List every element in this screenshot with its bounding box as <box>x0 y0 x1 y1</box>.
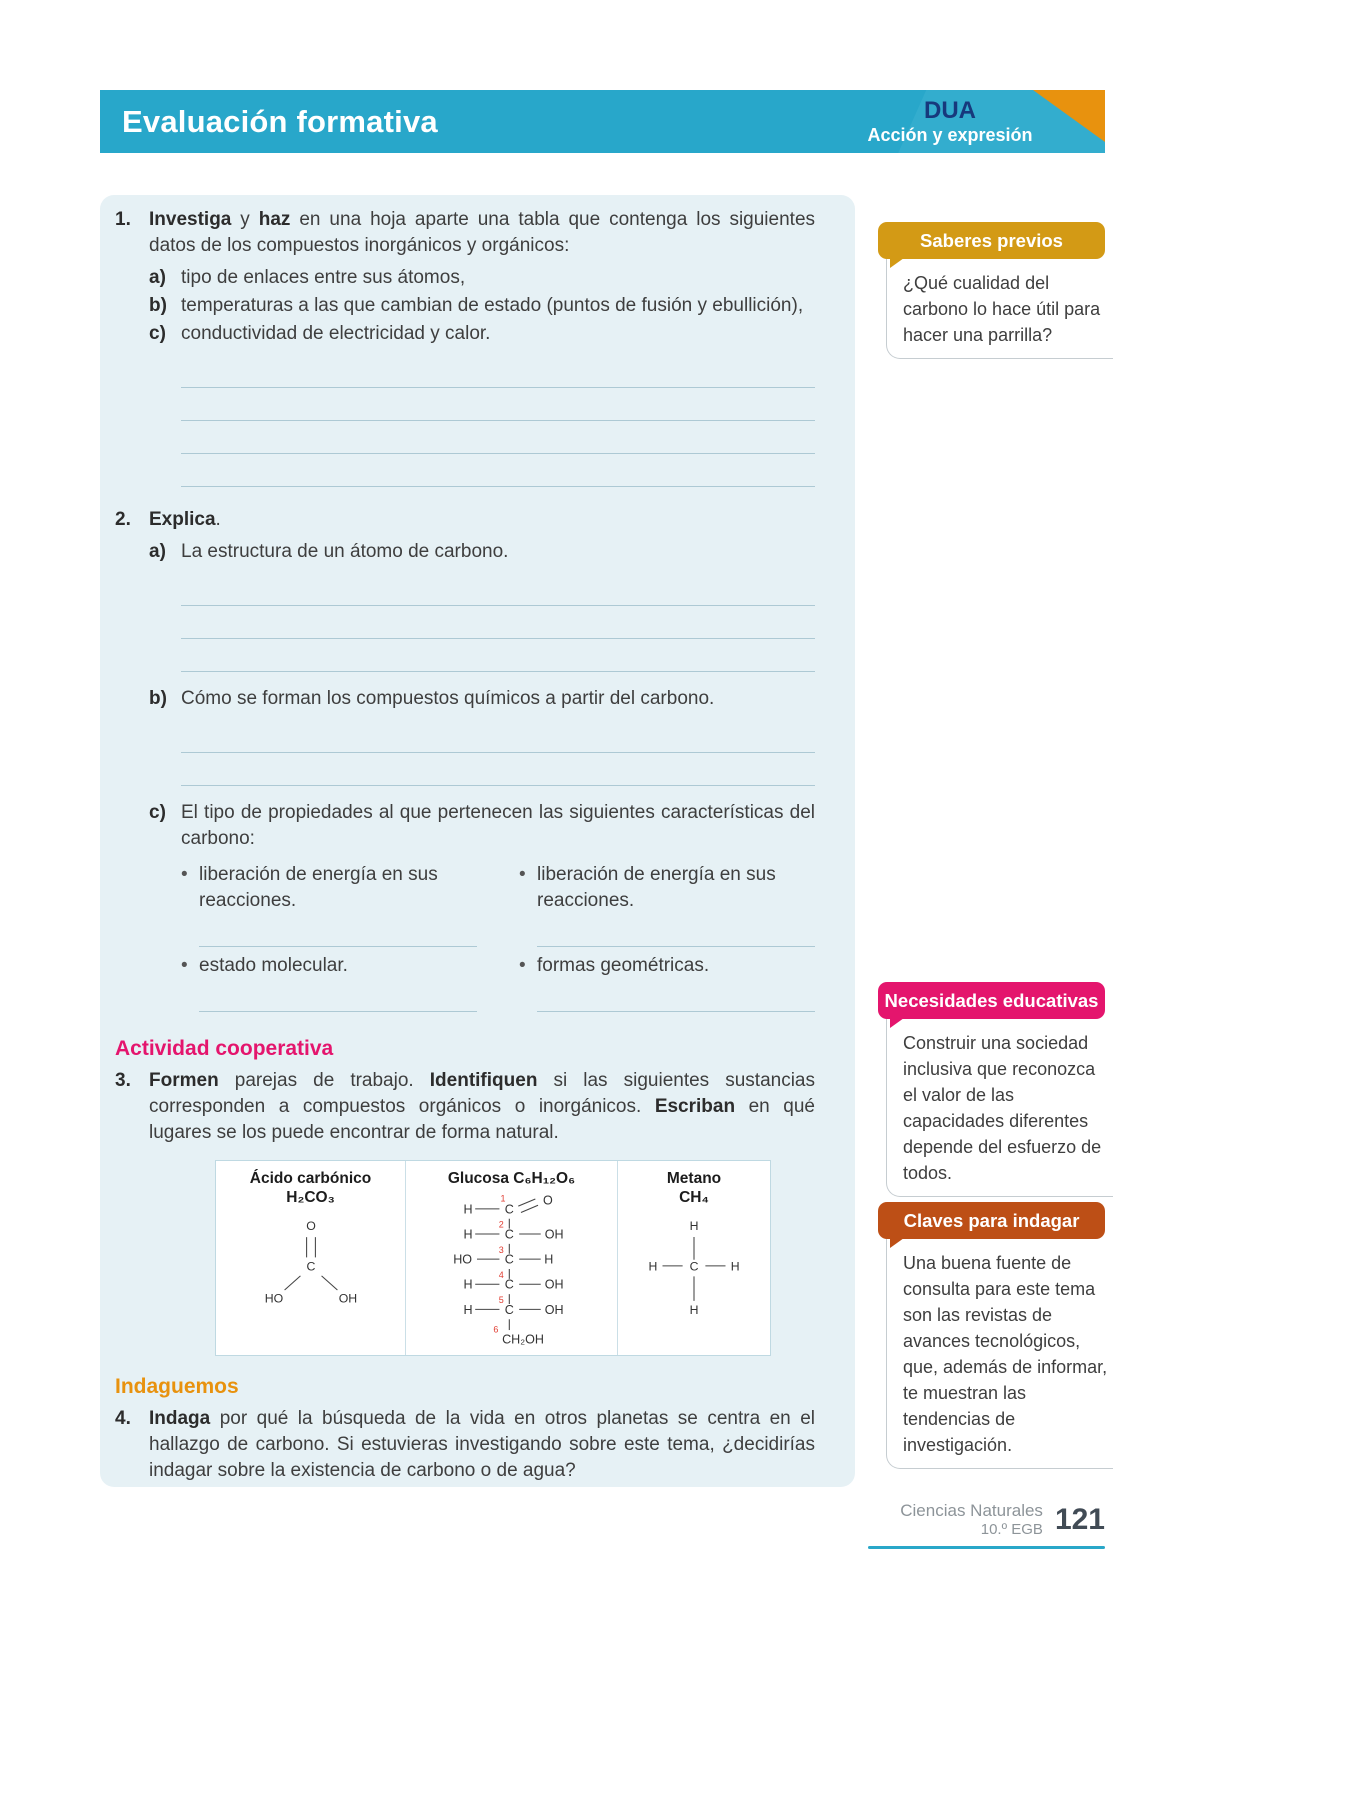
answer-line <box>199 979 477 1012</box>
methane-title <box>618 1169 770 1207</box>
page-number: 121 <box>1054 1502 1105 1536</box>
q4-bold-1: Indaga <box>149 1408 211 1429</box>
q1-text-1: y <box>231 209 259 230</box>
question-2c-bullets <box>181 862 815 1018</box>
q3-bold-1: Formen <box>149 1070 219 1091</box>
bullet-dot <box>519 953 537 979</box>
question-1b-text: temperaturas a las que cambian de estado (puntos de fusión y ebullición), <box>181 295 804 316</box>
atom-label: H <box>689 1219 699 1233</box>
question-2b-letter: b) <box>149 688 167 709</box>
carbon-number: 5 <box>498 1295 504 1306</box>
atom-label: O <box>305 1219 316 1234</box>
glucose-column <box>406 1161 618 1355</box>
question-2-text <box>149 507 815 533</box>
main-content-panel <box>100 195 855 1487</box>
atom-label: CH₂OH <box>501 1332 544 1347</box>
question-2c <box>149 800 815 852</box>
atom-label: H <box>689 1303 699 1317</box>
question-1a-text: tipo de enlaces entre sus átomos, <box>181 267 466 288</box>
atom-label: OH <box>544 1277 564 1292</box>
question-1a <box>149 265 815 291</box>
atom-label: C <box>306 1259 315 1274</box>
question-1a-letter: a) <box>149 267 166 288</box>
atom-label: OH <box>544 1302 564 1317</box>
atom-label: H <box>462 1227 473 1242</box>
bullet-text: formas geométricas. <box>537 955 710 976</box>
indaguemos-heading: Indaguemos <box>115 1375 239 1398</box>
atom-label: H <box>730 1259 740 1274</box>
atom-label: HO <box>452 1252 472 1267</box>
question-2-number: 2. <box>115 509 131 530</box>
q3-text-2: si las siguientes sustancias corresponden a compuestos orgánicos o inorgánicos. <box>149 1070 815 1117</box>
answer-line <box>181 454 815 487</box>
question-1 <box>115 207 815 259</box>
carbonic-acid-column <box>216 1161 406 1355</box>
necesidades-educativas-card <box>886 1000 1113 1197</box>
atom-label: C <box>504 1252 514 1267</box>
atom-label: O <box>542 1193 553 1208</box>
atom-label: H <box>462 1277 473 1292</box>
carbon-number: 6 <box>492 1324 498 1335</box>
answer-line <box>181 573 815 606</box>
atom-label: H <box>543 1252 553 1267</box>
question-2c-text: El tipo de propiedades al que pertenecen las siguientes características del carbono: <box>181 802 815 849</box>
footer-row <box>868 1500 1105 1539</box>
question-1b <box>149 293 815 319</box>
bullet-text: liberación de energía en sus reacciones. <box>537 864 776 911</box>
chemical-structures-box <box>215 1160 771 1356</box>
answer-line <box>537 914 815 947</box>
bullet-cell <box>519 953 815 1018</box>
carbon-number: 4 <box>498 1269 504 1280</box>
question-1b-letter: b) <box>149 295 167 316</box>
bullet-dot <box>519 862 537 914</box>
bullet-item <box>519 953 815 979</box>
q1-bold-1: Investiga <box>149 209 232 230</box>
header-banner <box>100 90 1105 153</box>
question-2a-text: La estructura de un átomo de carbono. <box>181 541 509 562</box>
page-footer <box>868 1500 1105 1549</box>
methane-column <box>618 1161 770 1355</box>
question-4-number: 4. <box>115 1408 131 1429</box>
q3-bold-3: Escriban <box>654 1096 736 1117</box>
question-2a <box>149 539 815 565</box>
answer-line <box>537 979 815 1012</box>
question-2c-letter: c) <box>149 802 166 823</box>
question-4-text <box>149 1406 815 1484</box>
carbonic-acid-title <box>216 1169 405 1207</box>
glucose-structure <box>422 1190 602 1348</box>
question-2a-letter: a) <box>149 541 166 562</box>
carbon-number: 2 <box>498 1219 504 1230</box>
bullet-cell <box>181 953 477 1018</box>
answer-line <box>199 914 477 947</box>
bullet-cell <box>519 862 815 953</box>
cooperative-activity-heading: Actividad cooperativa <box>115 1037 334 1060</box>
answer-line <box>181 753 815 786</box>
question-2b-text: Cómo se forman los compuestos químicos a partir del carbono. <box>181 688 715 709</box>
question-1c <box>149 321 815 347</box>
atom-label: C <box>504 1302 514 1317</box>
question-2b <box>149 686 815 712</box>
atom-label: H <box>462 1302 473 1317</box>
answer-line <box>181 720 815 753</box>
answer-line <box>181 388 815 421</box>
claves-para-indagar-text: Una buena fuente de consulta para este tema son las revistas de avances tecnológicos, que, además de informar, te muestran las tendencias de investigación. <box>903 1253 1108 1455</box>
question-2 <box>115 507 815 533</box>
question-1c-text: conductividad de electricidad y calor. <box>181 323 491 344</box>
atom-label: H <box>648 1259 658 1274</box>
bullet-text: estado molecular. <box>199 955 348 976</box>
necesidades-educativas-text: Construir una sociedad inclusiva que reconozca el valor de las capacidades diferentes depende del esfuerzo de todos. <box>903 1033 1102 1183</box>
bullet-dot <box>181 953 199 979</box>
methane-name: Metano <box>666 1170 722 1187</box>
atom-label: H <box>462 1202 473 1217</box>
bullet-dot <box>181 862 199 914</box>
page-title: Evaluación formativa <box>122 104 438 139</box>
question-1-number: 1. <box>115 209 131 230</box>
saberes-previos-text: ¿Qué cualidad del carbono lo hace útil para hacer una parrilla? <box>903 273 1101 345</box>
q3-text-3: en qué lugares se los puede encontrar de forma natural. <box>149 1096 815 1143</box>
question-1-text <box>149 207 815 259</box>
atom-label: OH <box>544 1227 564 1242</box>
atom-label: C <box>689 1259 699 1274</box>
answer-line <box>181 355 815 388</box>
saberes-previos-badge: Saberes previos <box>878 222 1105 259</box>
question-3-text <box>149 1068 815 1146</box>
q4-text-1: por qué la búsqueda de la vida en otros planetas se centra en el hallazgo de carbono. Si estuvieras investigando sobre este tema, ¿decidirías indagar sobre la existencia de carbono o de agua? <box>149 1408 815 1481</box>
footer-grade: 10.º EGB <box>980 1521 1043 1538</box>
atom-label: OH <box>338 1291 357 1306</box>
atom-label: C <box>504 1227 514 1242</box>
question-3-number: 3. <box>115 1070 131 1091</box>
carbonic-acid-structure <box>236 1209 386 1319</box>
bullet-cell <box>181 862 477 953</box>
atom-label: C <box>504 1277 514 1292</box>
atom-label: C <box>504 1202 514 1217</box>
dua-subtitle: Acción y expresión <box>867 125 1033 145</box>
q3-bold-2: Identifiquen <box>429 1070 538 1091</box>
claves-para-indagar-card <box>886 1220 1113 1469</box>
necesidades-educativas-badge: Necesidades educativas <box>878 982 1105 1019</box>
glucose-title: Glucosa C₆H₁₂O₆ <box>447 1170 576 1187</box>
carbon-number: 1 <box>500 1193 506 1204</box>
footer-texts <box>900 1500 1043 1539</box>
q1-text-2: en una hoja aparte una tabla que contenga los siguientes datos de los compuestos inorgánicos y orgánicos: <box>149 209 816 256</box>
bullet-item <box>181 953 477 979</box>
answer-line <box>181 606 815 639</box>
bullet-text: liberación de energía en sus reacciones. <box>199 864 438 911</box>
q2-text-1: . <box>215 509 221 530</box>
answer-line <box>181 639 815 672</box>
atom-label: HO <box>264 1291 283 1306</box>
methane-structure <box>628 1209 760 1321</box>
q2-bold-1: Explica <box>149 509 216 530</box>
question-1c-letter: c) <box>149 323 166 344</box>
dua-block <box>838 97 1062 146</box>
q1-bold-2: haz <box>258 209 291 230</box>
answer-line <box>181 421 815 454</box>
bullet-item <box>519 862 815 914</box>
carbonic-acid-name: Ácido carbónico <box>249 1170 372 1187</box>
carbon-number: 3 <box>498 1244 504 1255</box>
q3-text-1: parejas de trabajo. <box>218 1070 430 1091</box>
carbonic-acid-formula: H₂CO₃ <box>286 1189 335 1206</box>
dua-title: DUA <box>924 97 976 124</box>
claves-para-indagar-badge: Claves para indagar <box>878 1202 1105 1239</box>
question-3 <box>115 1068 815 1146</box>
footer-rule <box>868 1546 1105 1549</box>
footer-subject: Ciencias Naturales <box>900 1501 1043 1520</box>
methane-formula: CH₄ <box>679 1189 709 1206</box>
bullet-item <box>181 862 477 914</box>
question-4 <box>115 1406 815 1484</box>
